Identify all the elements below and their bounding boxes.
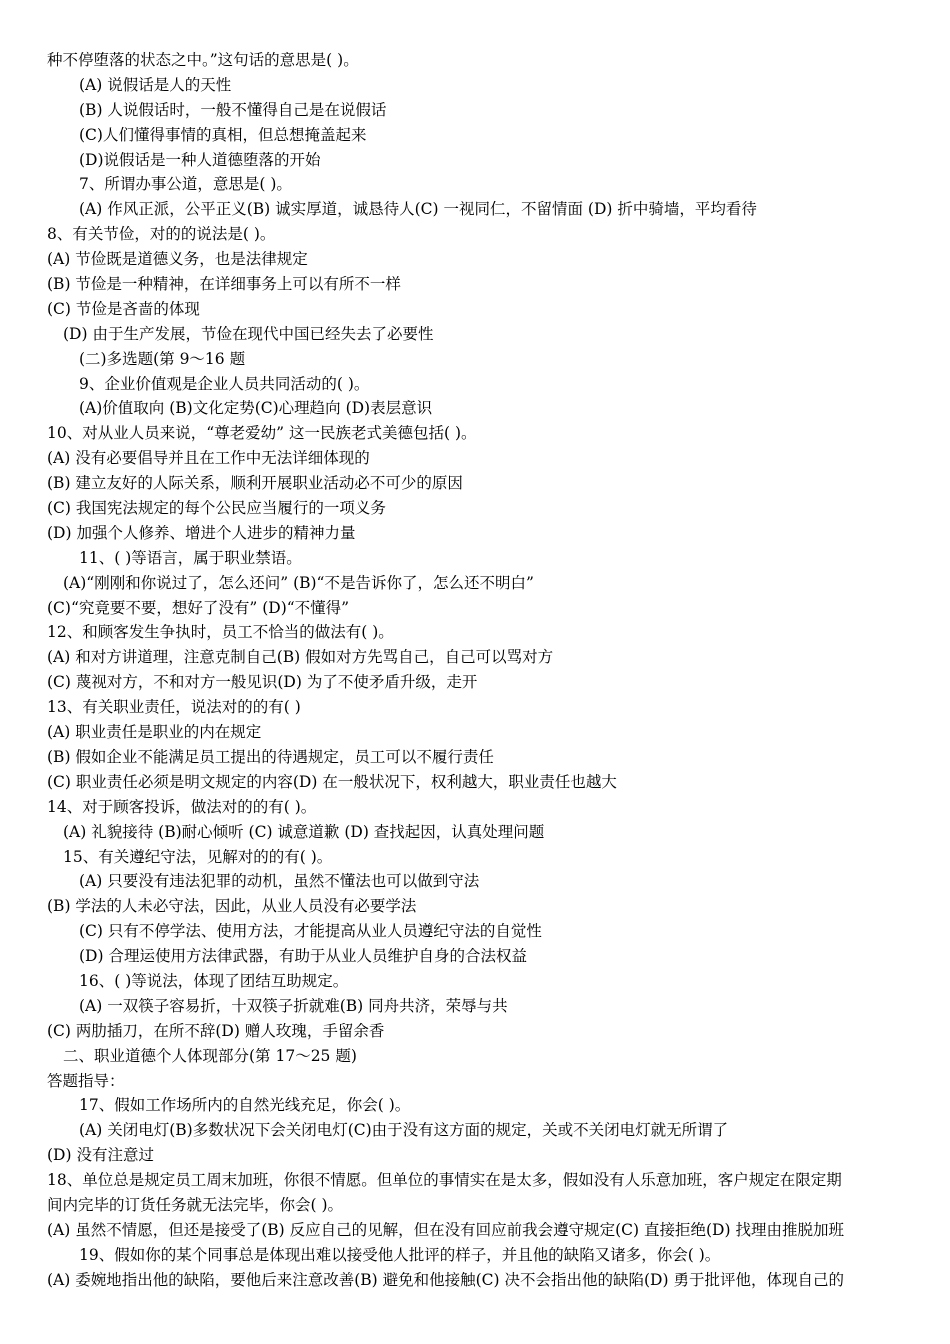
text-line: (A) 虽然不情愿，但还是接受了(B) 反应自己的见解，但在没有回应前我会遵守规定(C) 直接拒绝(D) 找理由推脱加班: [47, 1220, 844, 1239]
text-line: (A) 作风正派，公平正义(B) 诚实厚道，诚恳待人(C) 一视同仁，不留情面 (D) 折中骑墙，平均看待: [79, 200, 757, 219]
text-line: 19、假如你的某个同事总是体现出难以接受他人批评的样子，并且他的缺陷又诸多，你会( )。: [79, 1245, 721, 1264]
text-line: (C) 我国宪法规定的每个公民应当履行的一项义务: [47, 499, 386, 518]
text-line: (A) 委婉地指出他的缺陷，要他后来注意改善(B) 避免和他接触(C) 决不会指出他的缺陷(D) 勇于批评他，体现自己的: [47, 1270, 844, 1289]
text-line: 9、企业价值观是企业人员共同活动的( )。: [79, 374, 370, 393]
text-line: 间内完毕的订货任务就无法完毕，你会( )。: [47, 1195, 344, 1214]
text-line: (A) 礼貌接待 (B)耐心倾听 (C) 诚意道歉 (D) 查找起因，认真处理问题: [63, 822, 545, 841]
text-line: (C) 两肋插刀，在所不辞(D) 赠人玫瑰，手留余香: [47, 1021, 385, 1040]
text-line: (A) 节俭既是道德义务，也是法律规定: [47, 250, 308, 269]
text-line: (B) 假如企业不能满足员工提出的待遇规定，员工可以不履行责任: [47, 747, 494, 766]
text-line: (D)说假话是一种人道德堕落的开始: [79, 150, 321, 169]
text-line: (A) 没有必要倡导并且在工作中无法详细体现的: [47, 449, 370, 468]
text-line: (A)价值取向 (B)文化定势(C)心理趋向 (D)表层意识: [79, 399, 433, 418]
text-line: (C) 节俭是吝啬的体现: [47, 299, 200, 318]
text-line: (A) 和对方讲道理，注意克制自己(B) 假如对方先骂自己，自己可以骂对方: [47, 648, 554, 667]
text-line: 二、职业道德个人体现部分(第 17～25 题): [63, 1046, 357, 1065]
text-line: 17、假如工作场所内的自然光线充足，你会( )。: [79, 1096, 411, 1115]
text-line: 11、( )等语言，属于职业禁语。: [79, 548, 302, 567]
text-line: 13、有关职业责任，说法对的的有( ): [47, 698, 301, 717]
text-line: (C) 蔑视对方，不和对方一般见识(D) 为了不使矛盾升级，走开: [47, 673, 478, 692]
text-line: 8、有关节俭，对的的说法是( )。: [47, 225, 276, 244]
text-line: (B) 节俭是一种精神，在详细事务上可以有所不一样: [47, 275, 401, 294]
text-line: (A) 只要没有违法犯罪的动机，虽然不懂法也可以做到守法: [79, 872, 480, 891]
text-line: 14、对于顾客投诉，做法对的的有( )。: [47, 797, 317, 816]
text-line: 7、所谓办事公道，意思是( )。: [79, 175, 292, 194]
text-line: (A) 一双筷子容易折，十双筷子折就难(B) 同舟共济，荣辱与共: [79, 996, 508, 1015]
text-line: (D) 合理运使用方法律武器，有助于从业人员维护自身的合法权益: [79, 947, 527, 966]
text-line: (C)“究竟要不要，想好了没有” (D)“不懂得”: [47, 598, 350, 617]
text-line: (D) 由于生产发展，节俭在现代中国已经失去了必要性: [63, 324, 434, 343]
text-line: 种不停堕落的状态之中。”这句话的意思是( )。: [47, 51, 359, 69]
text-line: (C) 只有不停学法、使用方法，才能提高从业人员遵纪守法的自觉性: [79, 922, 542, 941]
text-line: (B) 人说假话时，一般不懂得自己是在说假话: [79, 100, 387, 119]
text-line: (B) 建立友好的人际关系，顺利开展职业活动必不可少的原因: [47, 474, 463, 493]
text-line: 16、( )等说法，体现了团结互助规定。: [79, 971, 349, 990]
text-line: (D) 没有注意过: [47, 1146, 154, 1165]
text-line: 12、和顾客发生争执时，员工不恰当的做法有( )。: [47, 623, 394, 642]
text-line: (B) 学法的人未必守法，因此，从业人员没有必要学法: [47, 897, 417, 916]
text-line: (A) 关闭电灯(B)多数状况下会关闭电灯(C)由于没有这方面的规定，关或不关闭电灯就无所谓了: [79, 1121, 729, 1140]
text-line: 答题指导：: [47, 1071, 125, 1090]
text-line: (二)多选题(第 9～16 题: [79, 349, 246, 368]
text-line: (D) 加强个人修养、增进个人进步的精神力量: [47, 523, 356, 542]
text-line: (A)“刚刚和你说过了，怎么还问” (B)“不是告诉你了，怎么还不明白”: [63, 573, 534, 592]
text-line: 15、有关遵纪守法，见解对的的有( )。: [63, 847, 333, 866]
text-line: 18、单位总是规定员工周末加班，你很不情愿。但单位的事情实在是太多，假如没有人乐意加班，客户规定在限定期: [47, 1171, 842, 1190]
text-line: 10、对从业人员来说，“尊老爱幼” 这一民族老式美德包括( )。: [47, 424, 477, 443]
text-line: (A) 职业责任是职业的内在规定: [47, 723, 262, 742]
text-line: (A) 说假话是人的天性: [79, 75, 232, 94]
text-line: (C)人们懂得事情的真相，但总想掩盖起来: [79, 125, 367, 144]
text-line: (C) 职业责任必须是明文规定的内容(D) 在一般状况下，权利越大，职业责任也越大: [47, 772, 617, 791]
